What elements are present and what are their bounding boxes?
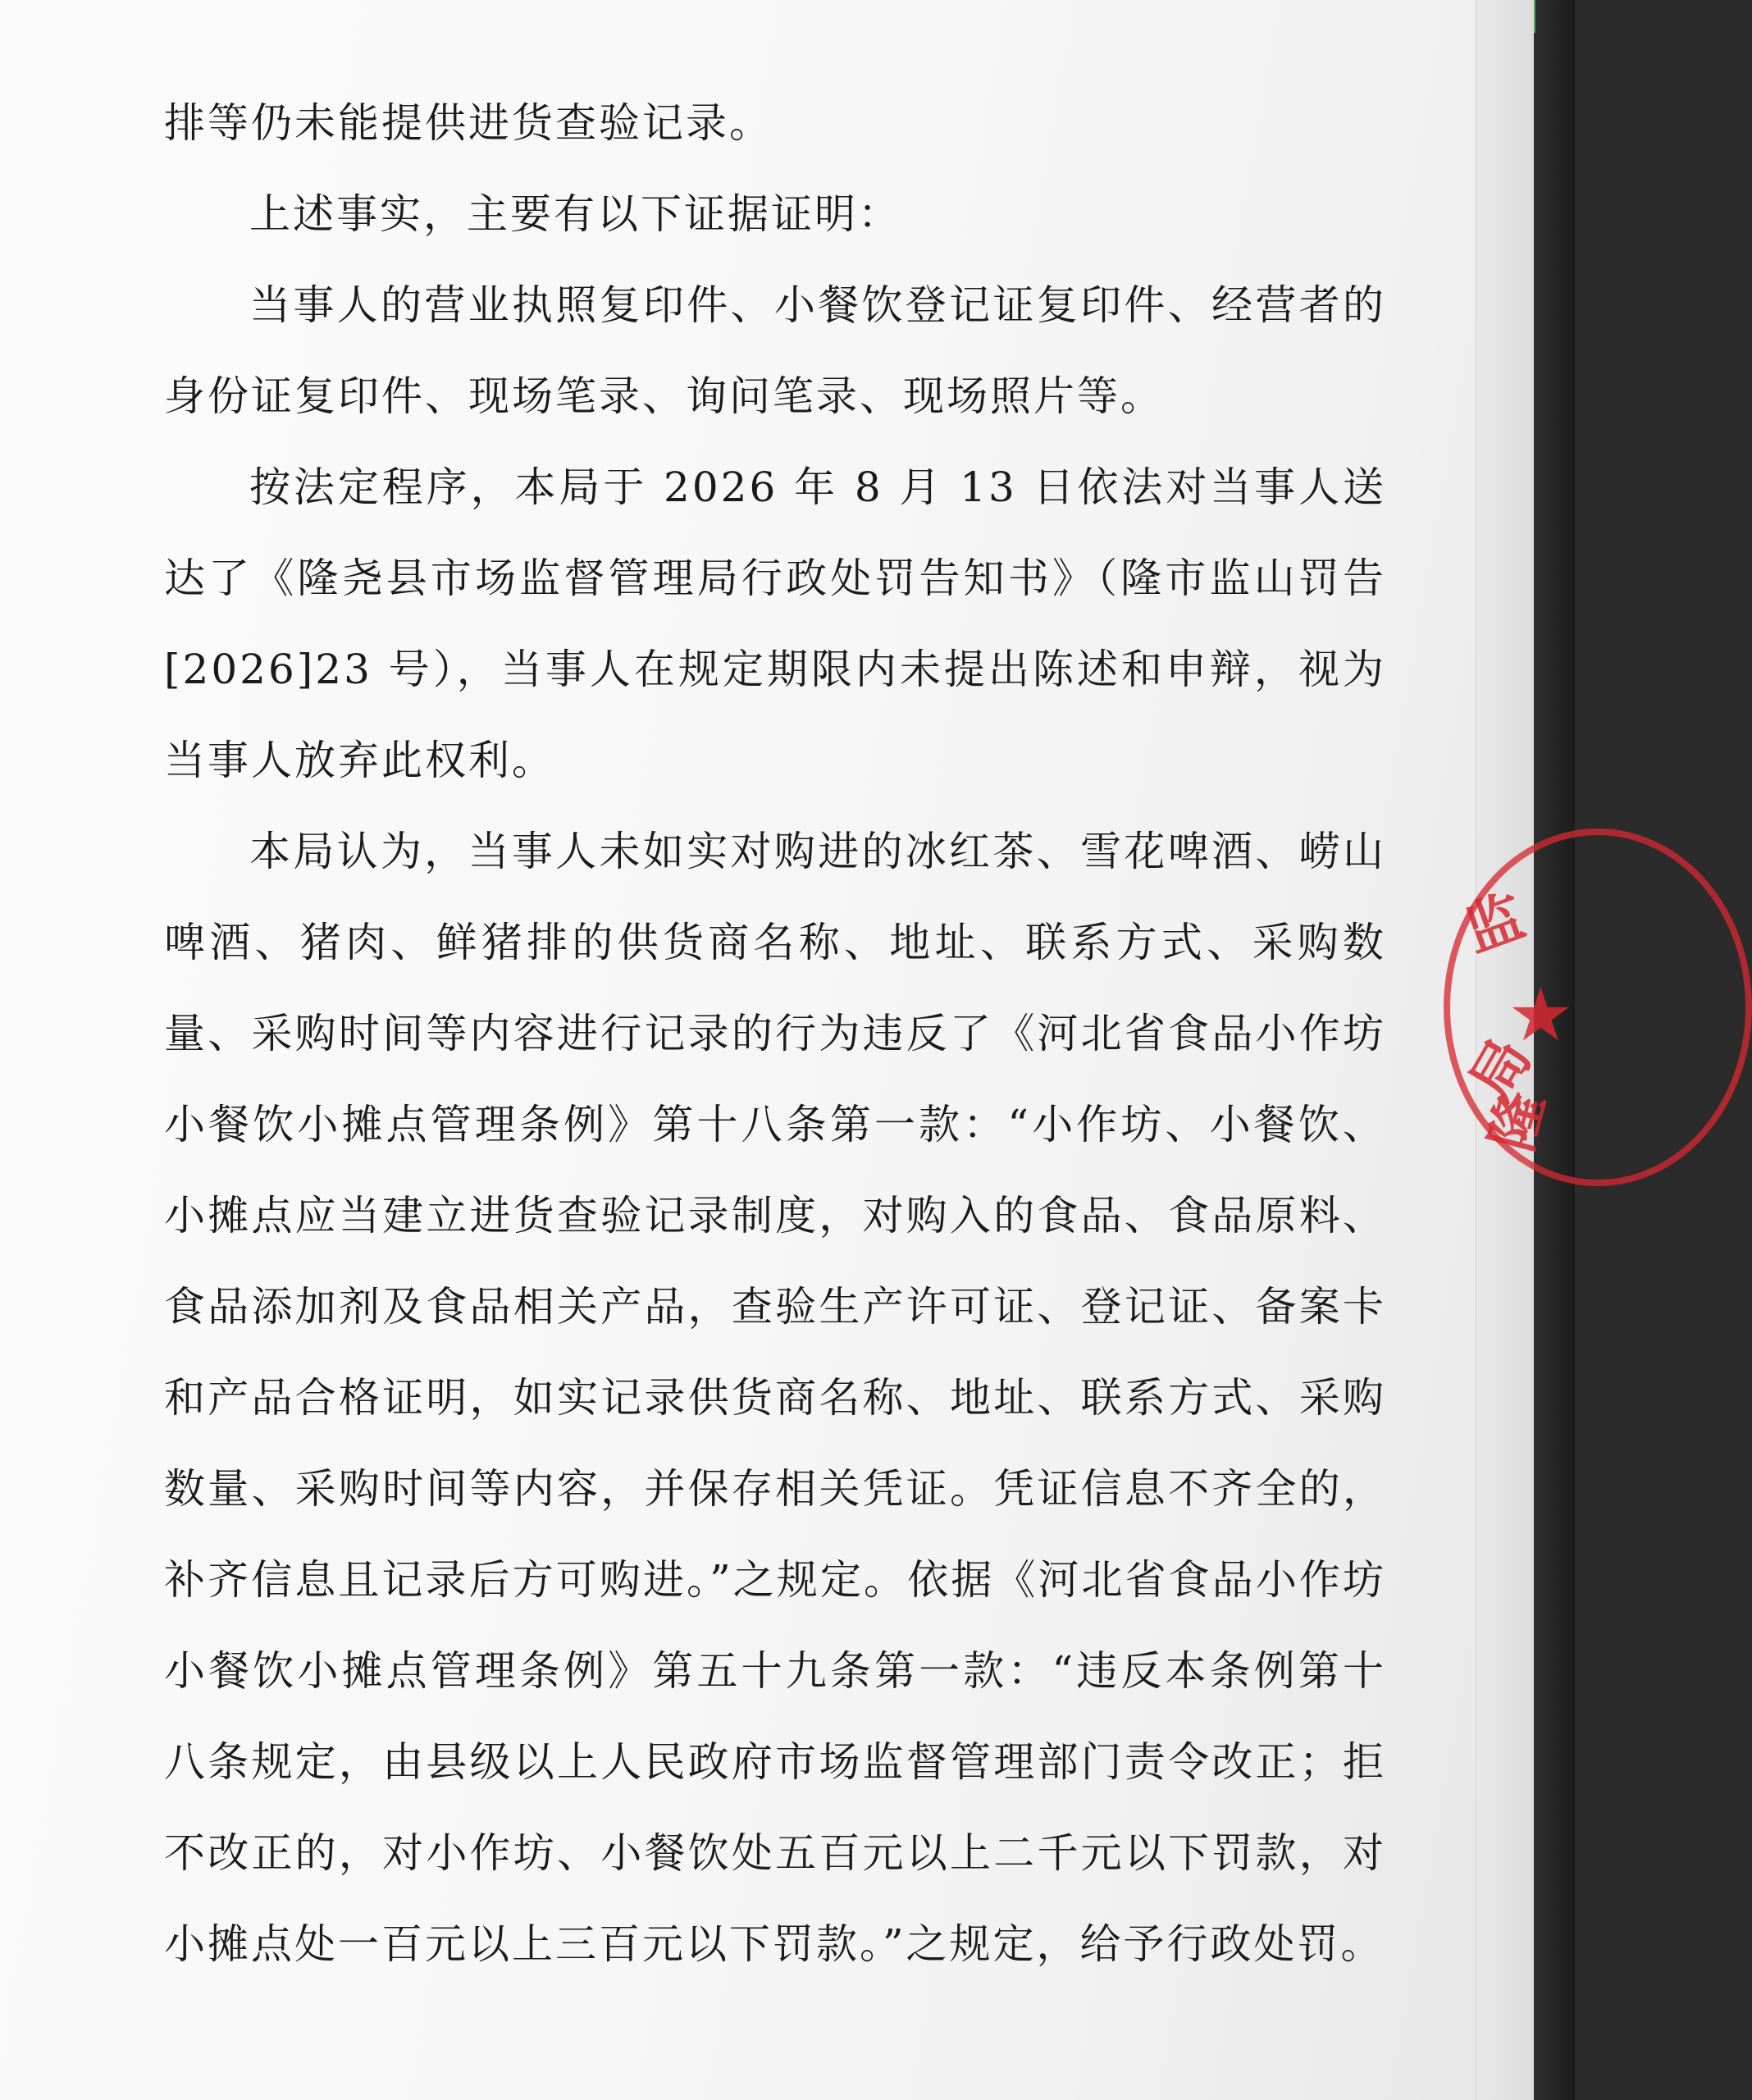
paragraph-2: 上述事实，主要有以下证据证明： [249,190,901,238]
seal-char-1: 监 [1455,882,1533,966]
paragraph-5: 本局认为，当事人未如实对购进的冰红茶、雪花啤酒、崂山啤酒、猪肉、鲜猪排的供货商名称、地址、联系方式、采购数量、采购时间等内容进行记录的行为违反了《河北省食品小作坊小餐饮小摊点管理条例》第十八条第一款：“小作坊、小餐饮、小摊点应当建立进货查验记录制度，对购入的食品、食品原料、食品添加剂及食品相关产品，查验生产许可证、登记证、备案卡和产品合格证明，如实记录供货商名称、地址、联系方式、采购数量、采购时间等内容，并保存相关凭证。凭证信息不齐全的，补齐信息且记录后方可购进。”之规定。依据《河北省食品小作坊小餐饮小摊点管理条例》第五十九条第一款：“违反本条例第十八条规定，由县级以上人民政府市场监督管理部门责令改正；拒不改正的，对小作坊、小餐饮处五百元以上二千元以下罚款，对小摊点处一百元以上三百元以下罚款。”之规定，给予行政处罚。 [164,828,1386,1968]
seal-char-2: 局 [1457,1027,1544,1112]
paragraph-3: 当事人的营业执照复印件、小餐饮登记证复印件、经营者的身份证复印件、现场笔录、询问笔录、现场照片等。 [164,281,1386,420]
paragraph-4: 按法定程序，本局于 2026 年 8 月 13 日依法对当事人送达了《隆尧县市场监督管理局行政处罚告知书》（隆市监山罚告[2026]23 号），当事人在规定期限内未提出陈述和申辩，视为当事人放弃此权利。 [164,463,1386,784]
seal-star-icon: ★ [1508,972,1574,1058]
document-body [164,78,1386,1990]
seal-char-3: 隆 [1477,1084,1558,1158]
paragraph-1: 排等仍未能提供进货查验记录。 [164,99,773,147]
